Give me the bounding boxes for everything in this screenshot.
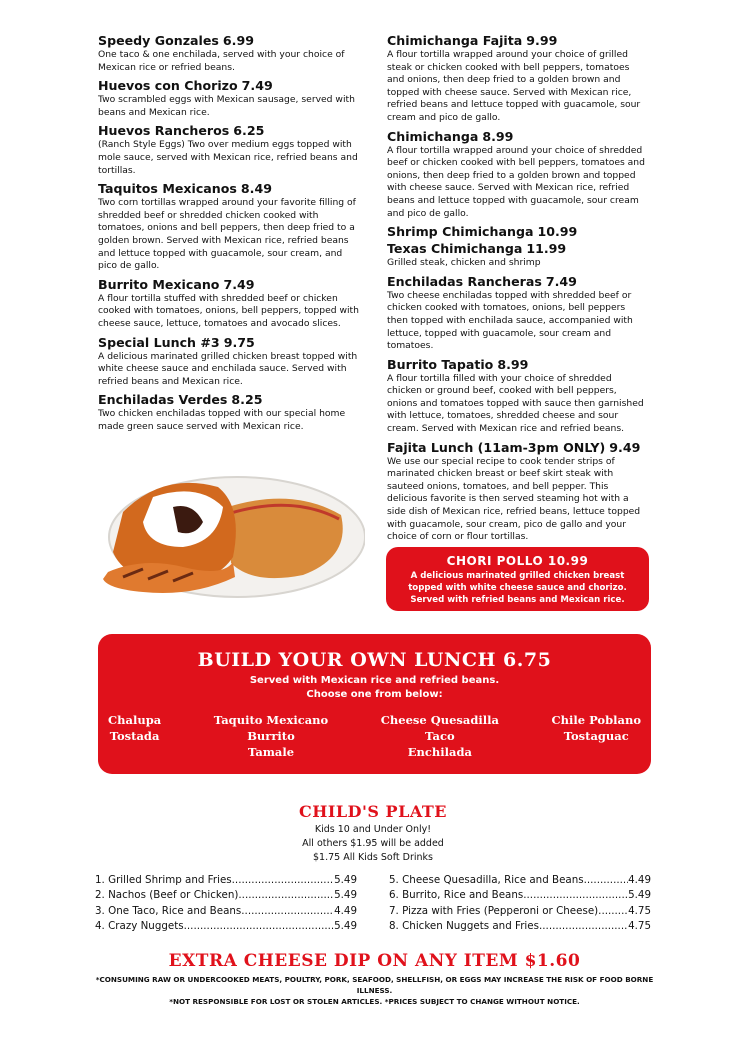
menu-item <box>387 439 649 544</box>
childs-plate-section <box>95 802 651 935</box>
menu-item <box>98 334 360 389</box>
item-name: Enchiladas Rancheras <box>387 273 542 289</box>
menu-item <box>98 391 360 433</box>
item-description: Two chicken enchiladas topped with our special home made green sauce served with Mexican rice. <box>98 408 346 432</box>
item-name: Enchiladas Verdes <box>98 392 228 408</box>
build-option: Tostada <box>109 729 160 743</box>
item-name: Taquitos Mexicanos <box>98 181 237 197</box>
childs-list-left <box>95 873 357 935</box>
item-name: Chimichanga <box>387 128 479 144</box>
menu-item <box>387 32 649 125</box>
list-item: 8. Chicken Nuggets and Fries ..... 4.75 <box>389 919 651 934</box>
menu-item <box>98 180 360 273</box>
item-name: Huevos Rancheros <box>98 123 230 139</box>
item-name: Shrimp Chimichanga <box>387 224 534 240</box>
item-description: (Ranch Style Eggs) Two over medium eggs topped with mole sauce, served with Mexican rice, refried beans and tortillas. <box>98 139 358 176</box>
item-name: Speedy Gonzales <box>98 33 219 48</box>
item-name: Texas Chimichanga <box>387 241 523 257</box>
chori-description: A delicious marinated grilled chicken breast topped with white cheese sauce and chorizo. Served with refried beans and Mexican rice. <box>408 571 627 605</box>
item-price: 8.49 <box>240 181 272 197</box>
menu-item <box>387 240 649 270</box>
build-subtitle: Served with Mexican rice and refried beans. Choose one from below: <box>249 675 500 700</box>
menu-item <box>387 273 649 353</box>
item-price: 7.49 <box>241 78 273 94</box>
item-description: One taco & one enchilada, served with your choice of Mexican rice or refried beans. <box>98 49 345 73</box>
item-price: 8.25 <box>231 392 263 408</box>
chori-title: CHORI POLLO <box>446 554 544 568</box>
build-option: Tostaguac <box>563 729 629 743</box>
list-item: 7. Pizza with Fries (Pepperoni or Cheese) ..... 4.75 <box>389 904 651 919</box>
chori-pollo-box <box>386 547 649 611</box>
item-name: Burrito Mexicano <box>98 276 220 292</box>
item-price: 9.75 <box>223 334 255 350</box>
item-description: Two corn tortillas wrapped around your favorite filling of shredded beef or shredded chicken cooked with tomatoes, onions and bell peppers, then deep fried to a golden brown. Served with Mexican rice, refried beans and lettuce topped with guacamole, sour cream, and pico de gallo. <box>98 197 356 272</box>
item-description: Two scrambled eggs with Mexican sausage, served with beans and Mexican rice. <box>98 94 355 118</box>
list-item: 1. Grilled Shrimp and Fries ..... 5.49 <box>95 873 357 888</box>
item-description: A flour tortilla wrapped around your choice of shredded beef or chicken cooked with bell peppers, tomatoes and onions, then deep fried to a golden brown and topped with cheese sauce. Served with Mexican rice, refried beans and lettuce topped with guacamole, sour cream and pico de gallo. <box>387 144 645 219</box>
menu-item <box>387 356 649 436</box>
build-option: Tamale <box>247 745 295 759</box>
build-options <box>98 712 651 760</box>
item-name: Chimichanga Fajita <box>387 33 523 48</box>
build-option: Chalupa <box>108 713 162 727</box>
list-item: 6. Burrito, Rice and Beans ..... 5.49 <box>389 888 651 903</box>
build-option-column <box>214 712 328 760</box>
build-price: 6.75 <box>503 649 552 671</box>
menu-item <box>98 276 360 331</box>
food-plate-image <box>103 467 365 602</box>
list-item: 2. Nachos (Beef or Chicken) ..... 5.49 <box>95 888 357 903</box>
build-option: Enchilada <box>407 745 472 759</box>
item-price: 10.99 <box>537 224 578 240</box>
item-price: 8.99 <box>482 128 514 144</box>
build-your-own-lunch-box <box>98 634 651 774</box>
item-description: A flour tortilla filled with your choice of shredded chicken or ground beef, cooked with bell peppers, onions and tomatoes topped with sauce then garnished with lettuce, tomatoes, shredded cheese and sour cream. Served with Mexican rice and refried beans. <box>387 372 644 435</box>
item-price: 7.49 <box>545 273 577 289</box>
extra-cheese-dip-banner: EXTRA CHEESE DIP ON ANY ITEM $1.60 <box>168 951 581 971</box>
menu-item <box>98 32 360 74</box>
childs-plate-title: CHILD'S PLATE <box>299 802 447 821</box>
menu-item <box>387 223 649 240</box>
build-option-column <box>552 712 641 760</box>
item-price: 9.49 <box>609 439 641 455</box>
item-name: Burrito Tapatio <box>387 356 494 372</box>
right-menu-column <box>387 32 649 547</box>
menu-item <box>387 128 649 221</box>
childs-plate-notes: Kids 10 and Under Only! All others $1.95 will be added $1.75 All Kids Soft Drinks <box>302 824 444 863</box>
chori-price: 10.99 <box>547 554 589 568</box>
item-price: 6.99 <box>222 33 254 48</box>
list-item: 3. One Taco, Rice and Beans ..... 4.49 <box>95 904 357 919</box>
menu-item <box>98 122 360 177</box>
item-price: 7.49 <box>223 276 255 292</box>
item-description: A flour tortilla stuffed with shredded beef or chicken cooked with tomatoes, onions, bell peppers, topped with cheese sauce, lettuce, tomatoes and avocado slices. <box>98 292 359 329</box>
build-option-column <box>108 712 161 760</box>
item-description: A flour tortilla wrapped around your choice of grilled steak or chicken cooked with bell peppers, tomatoes and onions, then deep fried to a golden brown and topped with cheese sauce. Served with Mexican rice, refried beans and lettuce topped with guacamole, sour cream and pico de gallo. <box>387 49 641 123</box>
left-menu-column <box>98 32 360 436</box>
item-name: Huevos con Chorizo <box>98 78 238 94</box>
item-description: A delicious marinated grilled chicken breast topped with white cheese sauce and enchilada sauce. Served with refried beans and Mexican rice. <box>98 350 358 387</box>
item-description: Two cheese enchiladas topped with shredded beef or chicken cooked with tomatoes, onions, bell peppers then topped with enchilada sauce, accompanied with lettuce, topped with guacamole, sour cream and tomatoes. <box>387 289 633 352</box>
build-option: Burrito <box>247 729 295 743</box>
list-item: 4. Crazy Nuggets ..... 5.49 <box>95 919 357 934</box>
menu-item <box>98 77 360 119</box>
build-option: Cheese Quesadilla <box>380 713 499 727</box>
build-option: Chile Poblano <box>551 713 641 727</box>
item-name: Special Lunch #3 <box>98 334 220 350</box>
build-title: BUILD YOUR OWN LUNCH <box>197 649 496 671</box>
item-description: We use our special recipe to cook tender strips of marinated chicken breast or beef skirt steak with sauteed onions, tomatoes, and bell pepper. This delicious favorite is then served steaming hot with a side dish of Mexican rice, refried beans, lettuce topped with guacamole, sour cream, pico de gallo and your choice of corn or flour tortillas. <box>387 455 641 543</box>
fine-print: *CONSUMING RAW OR UNDERCOOKED MEATS, POULTRY, PORK, SEAFOOD, SHELLFISH, OR EGGS MAY INCREASE THE RISK OF FOOD BORNE ILLNESS. *NOT RESPONSIBLE FOR LOST OR STOLEN ARTICLES. *PRICES SUBJECT TO CHANGE WITHOUT NOTICE. <box>95 975 654 1006</box>
item-price: 6.25 <box>233 123 265 139</box>
item-name: Fajita Lunch (11am-3pm ONLY) <box>387 439 606 455</box>
childs-list-right <box>389 873 651 935</box>
build-option: Taquito Mexicano <box>213 713 329 727</box>
item-price: 9.99 <box>526 33 558 48</box>
list-item: 5. Cheese Quesadilla, Rice and Beans ..... 4.49 <box>389 873 651 888</box>
build-option: Taco <box>425 729 455 743</box>
item-price: 11.99 <box>526 241 567 257</box>
item-description: Grilled steak, chicken and shrimp <box>387 257 541 269</box>
build-option-column <box>381 712 499 760</box>
item-price: 8.99 <box>497 356 529 372</box>
